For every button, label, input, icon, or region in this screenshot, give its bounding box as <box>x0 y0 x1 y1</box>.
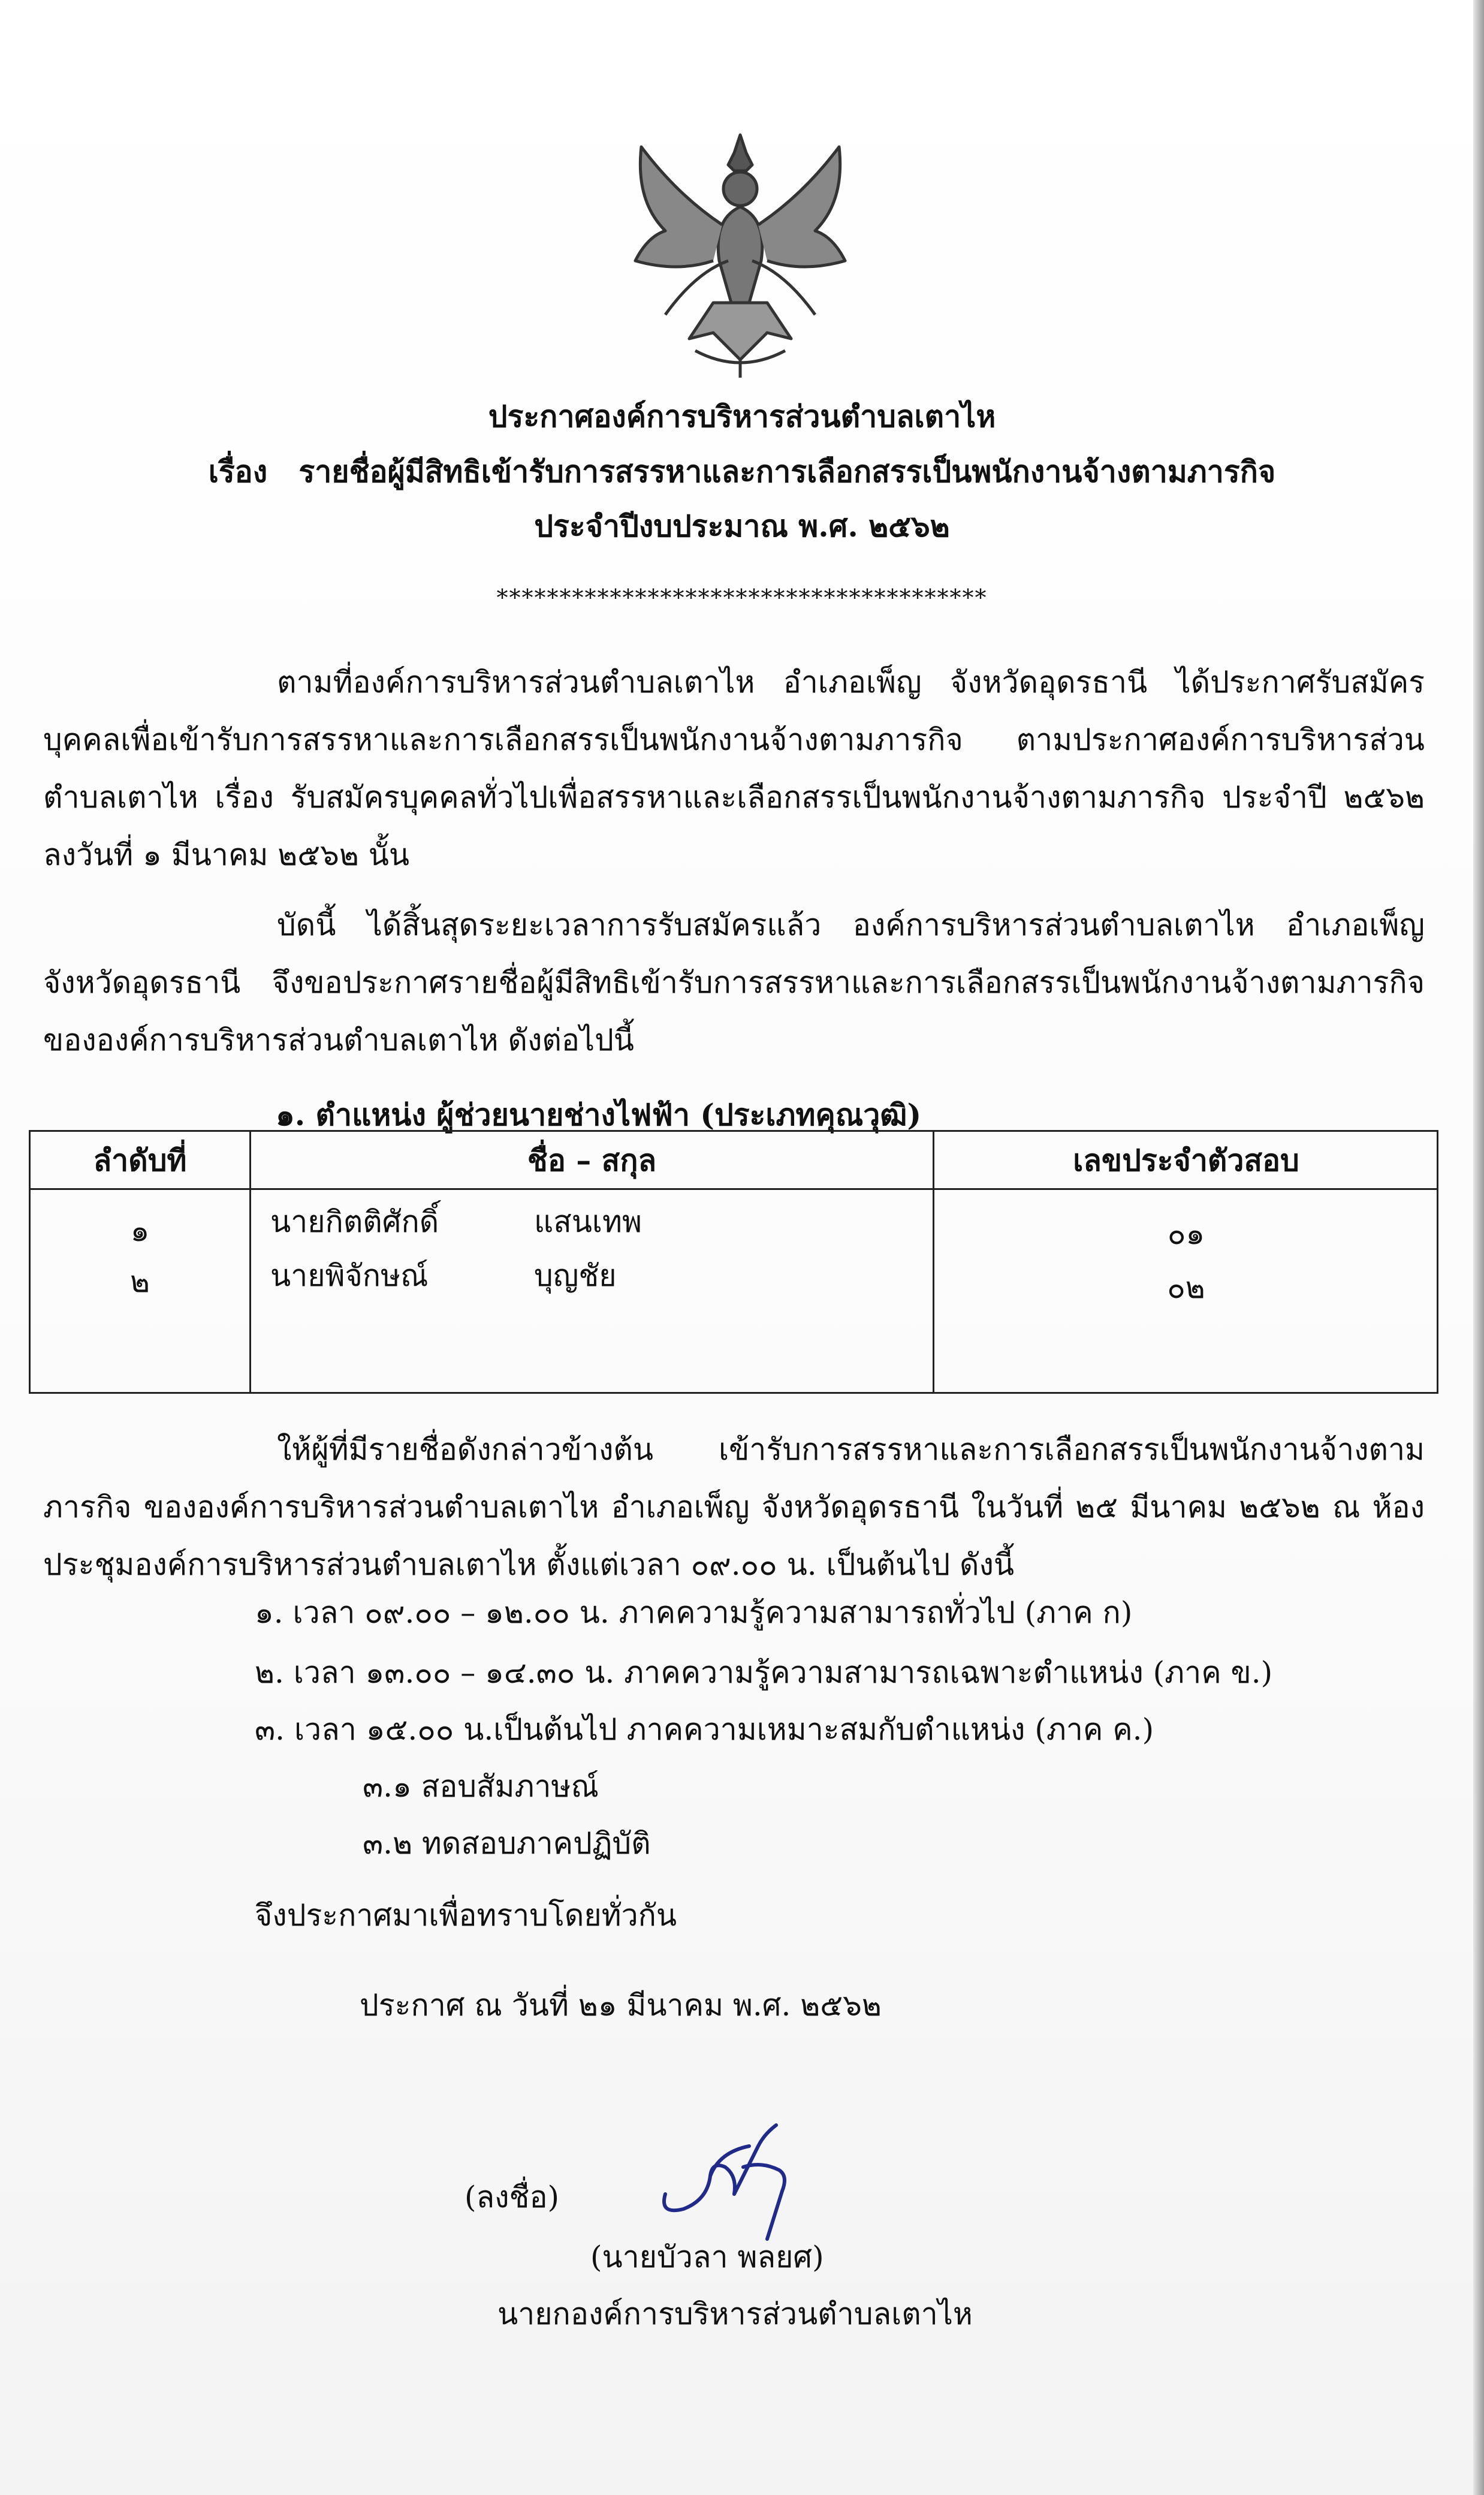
announcement-date: ประกาศ ณ วันที่ ๒๑ มีนาคม พ.ศ. ๒๕๖๒ <box>360 1988 882 2023</box>
table-row-2-order: ๒ <box>130 1264 150 1299</box>
table-row-1-exam-id: ๐๑ <box>1167 1216 1205 1251</box>
table-row-2-exam-id: ๐๒ <box>1167 1270 1205 1305</box>
header-exam-id: เลขประจำตัวสอบ <box>1073 1143 1299 1178</box>
sign-label: (ลงชื่อ) <box>464 2180 560 2214</box>
table-row-2-first-name: นายพิจักษณ์ <box>270 1258 429 1293</box>
signer-title: นายกองค์การบริหารส่วนตำบลเตาไห <box>497 2297 973 2331</box>
schedule-item-3: ๓. เวลา ๑๕.๐๐ น.เป็นต้นไป ภาคความเหมาะสมกับตำแหน่ง (ภาค ค.) <box>255 1712 1154 1747</box>
garuda-emblem-icon <box>623 123 857 381</box>
paragraph-intro: ตามที่องค์การบริหารส่วนตำบลเตาไห อำเภอเพ็ญ จังหวัดอุดรธานี ได้ประกาศรับสมัครบุคคลเพื่อเข้ารับการสรรหาและการเลือกสรรเป็นพนักงานจ้างตามภารกิจ ตามประกาศองค์การบริหารส่วนตำบลเตาไห เรื่อง รับสมัครบุคคลทั่วไปเพื่อสรรหาและเลือกสรรเป็นพนักงานจ้างตามภารกิจ ประจำปี ๒๕๖๒ ลงวันที่ ๑ มีนาคม ๒๕๖๒ นั้น <box>43 665 1425 872</box>
page-edge-shadow <box>1473 0 1484 2495</box>
header-name: ชื่อ – สกุล <box>527 1143 657 1178</box>
fiscal-year-line: ประจำปีงบประมาณ พ.ศ. ๒๕๖๒ <box>534 508 950 544</box>
sub-item-interview: ๓.๑ สอบสัมภาษณ์ <box>363 1769 599 1804</box>
table-row-1-first-name: นายกิตติศักดิ์ <box>270 1204 439 1239</box>
header-order: ลำดับที่ <box>93 1143 187 1178</box>
subject-label: เรื่อง <box>208 454 268 489</box>
sub-item-practical: ๓.๒ ทดสอบภาคปฏิบัติ <box>363 1826 651 1861</box>
table-row-1-last-name: แสนเทพ <box>534 1204 642 1239</box>
subject-line <box>0 451 1484 493</box>
paragraph-schedule-intro: ให้ผู้ที่มีรายชื่อดังกล่าวข้างต้น เข้ารับการสรรหาและการเลือกสรรเป็นพนักงานจ้างตามภารกิจ ขององค์การบริหารส่วนตำบลเตาไห อำเภอเพ็ญ จังหวัดอุดรธานี ในวันที่ ๒๕ มีนาคม ๒๕๖๒ ณ ห้องประชุมองค์การบริหารส่วนตำบลเตาไห ตั้งแต่เวลา ๐๙.๐๐ น. เป็นต้นไป ดังนี้ <box>43 1432 1425 1582</box>
table-row-1-order: ๑ <box>130 1213 150 1248</box>
candidate-table <box>29 1130 1438 1394</box>
schedule-item-2: ๒. เวลา ๑๓.๐๐ – ๑๔.๓๐ น. ภาคความรู้ความสามารถเฉพาะตำแหน่ง (ภาค ข.) <box>255 1655 1273 1690</box>
position-heading: ๑. ตำแหน่ง ผู้ช่วยนายช่างไฟฟ้า (ประเภทคุณวุฒิ) <box>276 1097 922 1132</box>
header-divider <box>31 1188 1437 1190</box>
schedule-item-1: ๑. เวลา ๐๙.๐๐ – ๑๒.๐๐ น. ภาคความรู้ความสามารถทั่วไป (ภาค ก) <box>255 1595 1133 1630</box>
table-row-2-last-name: บุญชัย <box>534 1258 617 1293</box>
paragraph-announcement: บัดนี้ ได้สิ้นสุดระยะเวลาการรับสมัครแล้ว องค์การบริหารส่วนตำบลเตาไห อำเภอเพ็ญ จังหวัดอุดรธานี จึงขอประกาศรายชื่อผู้มีสิทธิเข้ารับการสรรหาและการเลือกสรรเป็นพนักงานจ้างตามภารกิจของ​องค์การบริหารส่วนตำบลเตาไห ดังต่อไปนี้ <box>43 908 1425 1057</box>
signer-name: (นายบัวลา พลยศ) <box>590 2240 824 2274</box>
signature-icon <box>653 2110 809 2248</box>
subject-text: รายชื่อผู้มีสิทธิเข้ารับการสรรหาและการเลือกสรรเป็นพนักงานจ้างตามภารกิจ <box>298 454 1276 489</box>
closing-statement: จึงประกาศมาเพื่อทราบโดยทั่วกัน <box>255 1898 677 1933</box>
announcement-title: ประกาศองค์การบริหารส่วนตำบลเตาไห <box>488 399 996 434</box>
separator-stars: *************************************** <box>496 584 988 611</box>
